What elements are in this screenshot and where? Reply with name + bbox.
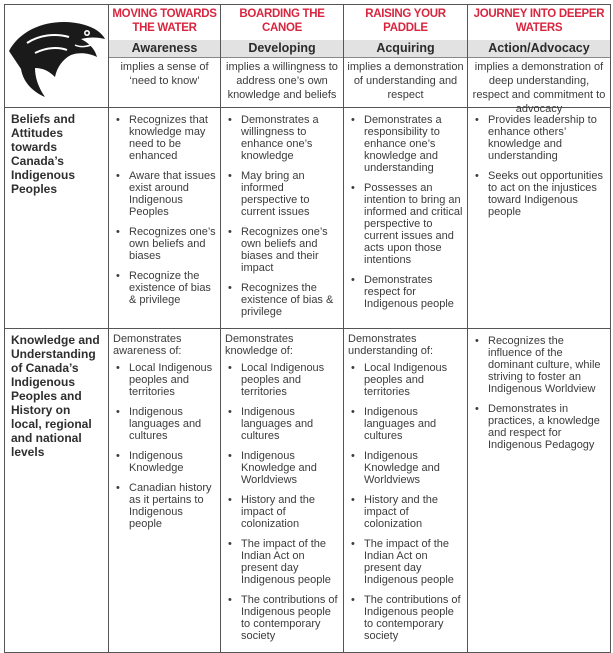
list-item-text: Indigenous Knowledge xyxy=(129,450,184,474)
bullet-icon: • xyxy=(475,335,479,347)
list-item xyxy=(348,594,463,642)
table-cell xyxy=(344,108,468,329)
stage-column-2 xyxy=(221,5,344,108)
list-item-text: Demonstrates in practices, a knowledge and respect for Indigenous Pedagogy xyxy=(488,403,600,451)
list-item xyxy=(225,226,339,274)
list-item-text: Recognize the existence of bias & privilege xyxy=(129,270,211,306)
table-cell xyxy=(468,108,611,329)
list-item xyxy=(472,170,606,218)
bullet-list xyxy=(472,335,606,451)
table-cell xyxy=(221,329,344,653)
bullet-icon: • xyxy=(351,594,355,606)
table-row xyxy=(5,329,611,653)
header-row xyxy=(5,5,611,108)
bullet-icon: • xyxy=(351,182,355,194)
row-heading: Beliefs and Attitudes towards Canada’s Indigenous Peoples xyxy=(5,108,109,329)
list-item xyxy=(225,406,339,442)
bullet-icon: • xyxy=(228,494,232,506)
bullet-list xyxy=(472,114,606,218)
stage-level: Awareness xyxy=(109,40,220,58)
list-item-text: Local Indigenous peoples and territories xyxy=(241,362,325,398)
list-item-text: Demonstrates respect for Indigenous people xyxy=(364,274,454,310)
stage-level: Acquiring xyxy=(344,40,467,58)
list-item-text: Demonstrates a willingness to enhance one’s knowledge xyxy=(241,114,319,162)
stage-column-1 xyxy=(109,5,221,108)
bullet-icon: • xyxy=(228,282,232,294)
bullet-list xyxy=(348,114,463,310)
bullet-icon: • xyxy=(351,538,355,550)
bullet-icon: • xyxy=(228,538,232,550)
list-item xyxy=(472,335,606,395)
list-item-text: Indigenous Knowledge and Worldviews xyxy=(241,450,317,486)
table-cell xyxy=(344,329,468,653)
cell-intro: Demonstrates awareness of: xyxy=(113,333,182,357)
list-item xyxy=(225,114,339,162)
bullet-icon: • xyxy=(116,450,120,462)
list-item-text: Seeks out opportunities to act on the injustices toward Indigenous people xyxy=(488,170,603,218)
list-item xyxy=(348,538,463,586)
list-item-text: Provides leadership to enhance others’ knowledge and understanding xyxy=(488,114,597,162)
logo-cell xyxy=(5,5,109,108)
list-item xyxy=(225,170,339,218)
bullet-icon: • xyxy=(351,114,355,126)
bullet-icon: • xyxy=(351,450,355,462)
row-heading: Knowledge and Understanding of Canada’s Indigenous Peoples and History on local, regional and national levels xyxy=(5,329,109,653)
stage-description: implies a sense of ‘need to know’ xyxy=(120,61,209,87)
list-item xyxy=(225,494,339,530)
stage-level: Action/Advocacy xyxy=(468,40,610,58)
bullet-list xyxy=(225,114,339,318)
bullet-icon: • xyxy=(228,594,232,606)
list-item-text: Local Indigenous peoples and territories xyxy=(129,362,213,398)
bullet-list xyxy=(113,114,216,306)
table-cell xyxy=(109,108,221,329)
table-cell xyxy=(468,329,611,653)
list-item xyxy=(348,114,463,174)
list-item-text: Recognizes the existence of bias & privilege xyxy=(241,282,334,318)
list-item xyxy=(225,538,339,586)
bullet-icon: • xyxy=(116,114,120,126)
stage-title: RAISING YOUR PADDLE xyxy=(365,8,446,34)
list-item-text: History and the impact of colonization xyxy=(364,494,438,530)
list-item-text: Recognizes the influence of the dominant culture, while striving to foster an Indigenous Worldview xyxy=(488,335,601,395)
table-cell xyxy=(221,108,344,329)
list-item-text: Indigenous Knowledge and Worldviews xyxy=(364,450,440,486)
bullet-list xyxy=(225,362,339,642)
list-item xyxy=(225,450,339,486)
list-item xyxy=(348,182,463,266)
list-item-text: Recognizes one’s own beliefs and biases and their impact xyxy=(241,226,328,274)
list-item-text: The contributions of Indigenous people to contemporary society xyxy=(241,594,338,642)
bullet-icon: • xyxy=(228,170,232,182)
list-item-text: Indigenous languages and cultures xyxy=(129,406,202,442)
list-item-text: Demonstrates a responsibility to enhance one’s knowledge and understanding xyxy=(364,114,442,174)
bullet-icon: • xyxy=(351,406,355,418)
stage-description: implies a willingness to address one’s own knowledge and beliefs xyxy=(226,61,338,101)
salmon-fish-icon xyxy=(5,5,109,105)
list-item-text: The impact of the Indian Act on present day Indigenous people xyxy=(364,538,454,586)
bullet-list xyxy=(348,362,463,642)
list-item xyxy=(113,226,216,262)
list-item xyxy=(348,450,463,486)
cell-intro: Demonstrates knowledge of: xyxy=(225,333,294,357)
bullet-icon: • xyxy=(116,406,120,418)
list-item xyxy=(225,282,339,318)
stage-column-3 xyxy=(344,5,468,108)
list-item xyxy=(472,403,606,451)
list-item-text: History and the impact of colonization xyxy=(241,494,315,530)
list-item xyxy=(348,406,463,442)
list-item xyxy=(113,482,216,530)
bullet-icon: • xyxy=(116,226,120,238)
list-item xyxy=(348,274,463,310)
stage-title: MOVING TOWARDS THE WATER xyxy=(112,8,217,34)
bullet-icon: • xyxy=(475,170,479,182)
list-item xyxy=(472,114,606,162)
list-item xyxy=(113,114,216,162)
table-cell xyxy=(109,329,221,653)
bullet-icon: • xyxy=(475,403,479,415)
list-item-text: Local Indigenous peoples and territories xyxy=(364,362,448,398)
bullet-icon: • xyxy=(116,482,120,494)
stage-level: Developing xyxy=(221,40,343,58)
bullet-icon: • xyxy=(228,406,232,418)
bullet-icon: • xyxy=(351,494,355,506)
bullet-icon: • xyxy=(475,114,479,126)
stage-description: implies a demonstration of understanding and respect xyxy=(347,61,464,101)
list-item xyxy=(113,406,216,442)
bullet-icon: • xyxy=(351,362,355,374)
bullet-icon: • xyxy=(351,274,355,286)
stage-title: BOARDING THE CANOE xyxy=(239,8,325,34)
list-item-text: The contributions of Indigenous people to contemporary society xyxy=(364,594,461,642)
competency-table xyxy=(4,4,611,653)
stage-description: implies a demonstration of deep understanding, respect and commitment to advocacy xyxy=(472,61,606,115)
list-item xyxy=(113,270,216,306)
list-item xyxy=(348,362,463,398)
list-item-text: Aware that issues exist around Indigenous Peoples xyxy=(129,170,216,218)
list-item-text: Canadian history as it pertains to Indigenous people xyxy=(129,482,212,530)
bullet-icon: • xyxy=(228,450,232,462)
list-item xyxy=(113,450,216,474)
stage-title: JOURNEY INTO DEEPER WATERS xyxy=(473,8,605,34)
bullet-icon: • xyxy=(116,362,120,374)
bullet-icon: • xyxy=(116,270,120,282)
list-item xyxy=(113,362,216,398)
bullet-icon: • xyxy=(228,362,232,374)
list-item-text: Recognizes one’s own beliefs and biases xyxy=(129,226,216,262)
bullet-icon: • xyxy=(228,114,232,126)
list-item-text: The impact of the Indian Act on present day Indigenous people xyxy=(241,538,331,586)
list-item-text: Recognizes that knowledge may need to be enhanced xyxy=(129,114,208,162)
list-item xyxy=(113,170,216,218)
stage-column-4 xyxy=(468,5,611,115)
bullet-icon: • xyxy=(228,226,232,238)
bullet-list xyxy=(113,362,216,530)
list-item xyxy=(225,362,339,398)
list-item-text: Indigenous languages and cultures xyxy=(241,406,314,442)
list-item xyxy=(348,494,463,530)
cell-intro: Demonstrates understanding of: xyxy=(348,333,434,357)
list-item-text: Possesses an intention to bring an informed and critical perspective to current issues and acts upon those intentions xyxy=(364,182,463,266)
list-item xyxy=(225,594,339,642)
list-item-text: Indigenous languages and cultures xyxy=(364,406,437,442)
list-item-text: May bring an informed perspective to current issues xyxy=(241,170,310,218)
bullet-icon: • xyxy=(116,170,120,182)
table-row xyxy=(5,108,611,329)
